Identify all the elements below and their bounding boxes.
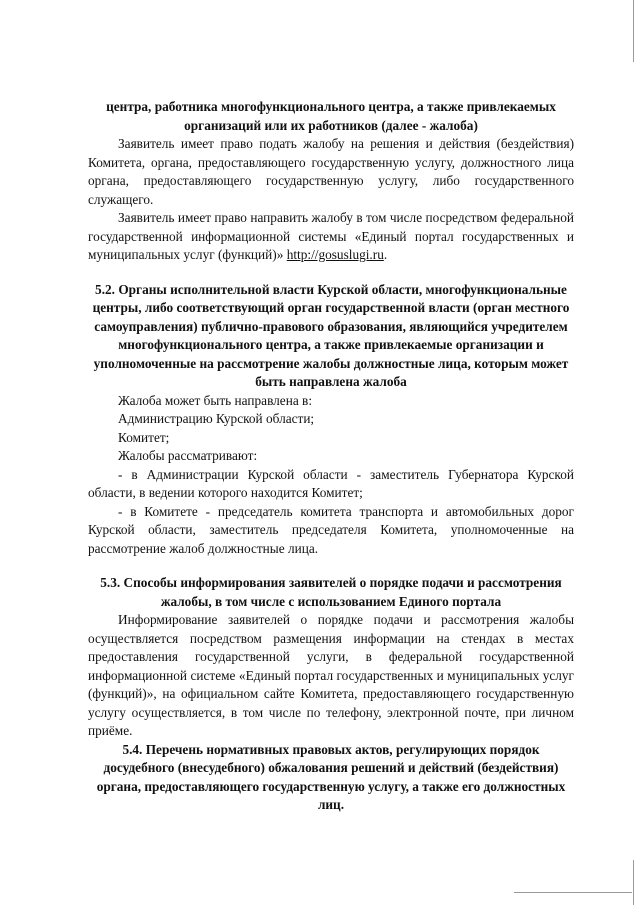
document-page [88,98,574,815]
spacer [88,265,574,281]
section-5-2-heading: 5.2. Органы исполнительной власти Курской области, многофункциональные центры, либо соответствующий орган государственной власти (орган местного самоуправления) публично-правового образования, являющийся учредителем многофункционального центра, а также привлекаемые организации и уполномоченные на рассмотрение жалобы должностные лица, которым может быть направлена жалоба [92,281,570,389]
section-5-2-line-3: Комитет; [118,429,170,445]
section-5-2-paragraph-2: - в Комитете - председатель комитета транспорта и автомобильных дорог Курской области, заместитель председателя Комитета, уполномоченные на рассмотрение жалоб должностные лица. [88,503,574,556]
intro-paragraph-2 [88,209,574,265]
section-5-2-paragraph-1: - в Администрации Курской области - заместитель Губернатора Курской области, в ведении которого находится Комитет; [88,466,574,500]
section-5-3-heading: 5.3. Способы информирования заявителей о порядке подачи и рассмотрения жалобы, в том числе с использованием Единого портала [100,575,562,609]
section-5-2-line-2: Администрацию Курской области; [118,411,315,426]
intro-heading: центра, работника многофункционального центра, а также привлекаемых организаций или их работников (далее - жалоба) [106,99,556,133]
intro-paragraph-2-text: Заявитель имеет право направить жалобу в том числе посредством федеральной государственной информационной системы «Единый портал государственных и муниципальных услуг (функций)» [88,210,574,262]
intro-paragraph-1: Заявитель имеет право подать жалобу на решения и действия (бездействия) Комитета, органа, предоставляющего государственную услугу, должностного лица органа, предоставляющего государственную услугу, либо государственного служащего. [88,136,574,207]
scan-underline [514,892,632,893]
spacer [88,558,574,574]
gosuslugi-link[interactable]: http://gosuslugi.ru [286,247,384,262]
section-5-4-heading: 5.4. Перечень нормативных правовых актов, регулирующих порядок досудебного (внесудебного) обжалования решений и действий (бездействия) органа, предоставляющего государственную услугу, а также его должностных лиц. [96,741,566,812]
section-5-2-line-4: Жалобы рассматривают: [118,448,258,463]
scan-edge-top [633,0,634,62]
intro-paragraph-2-end: . [383,247,388,262]
scan-edge-bottom [633,860,634,905]
section-5-3-paragraph-1: Информирование заявителей о порядке подачи и рассмотрения жалобы осуществляется посредством размещения информации на стендах в местах предоставления государственной услуги, в федеральной государственной информационной системе «Единый портал государственных и муниципальных услуг (функций)», на официальном сайте Комитета, предоставляющего государственную услугу осуществляется, в том числе по телефону, электронной почте, при личном приёме. [88,612,574,738]
section-5-2-line-1: Жалоба может быть направлена в: [118,392,313,408]
